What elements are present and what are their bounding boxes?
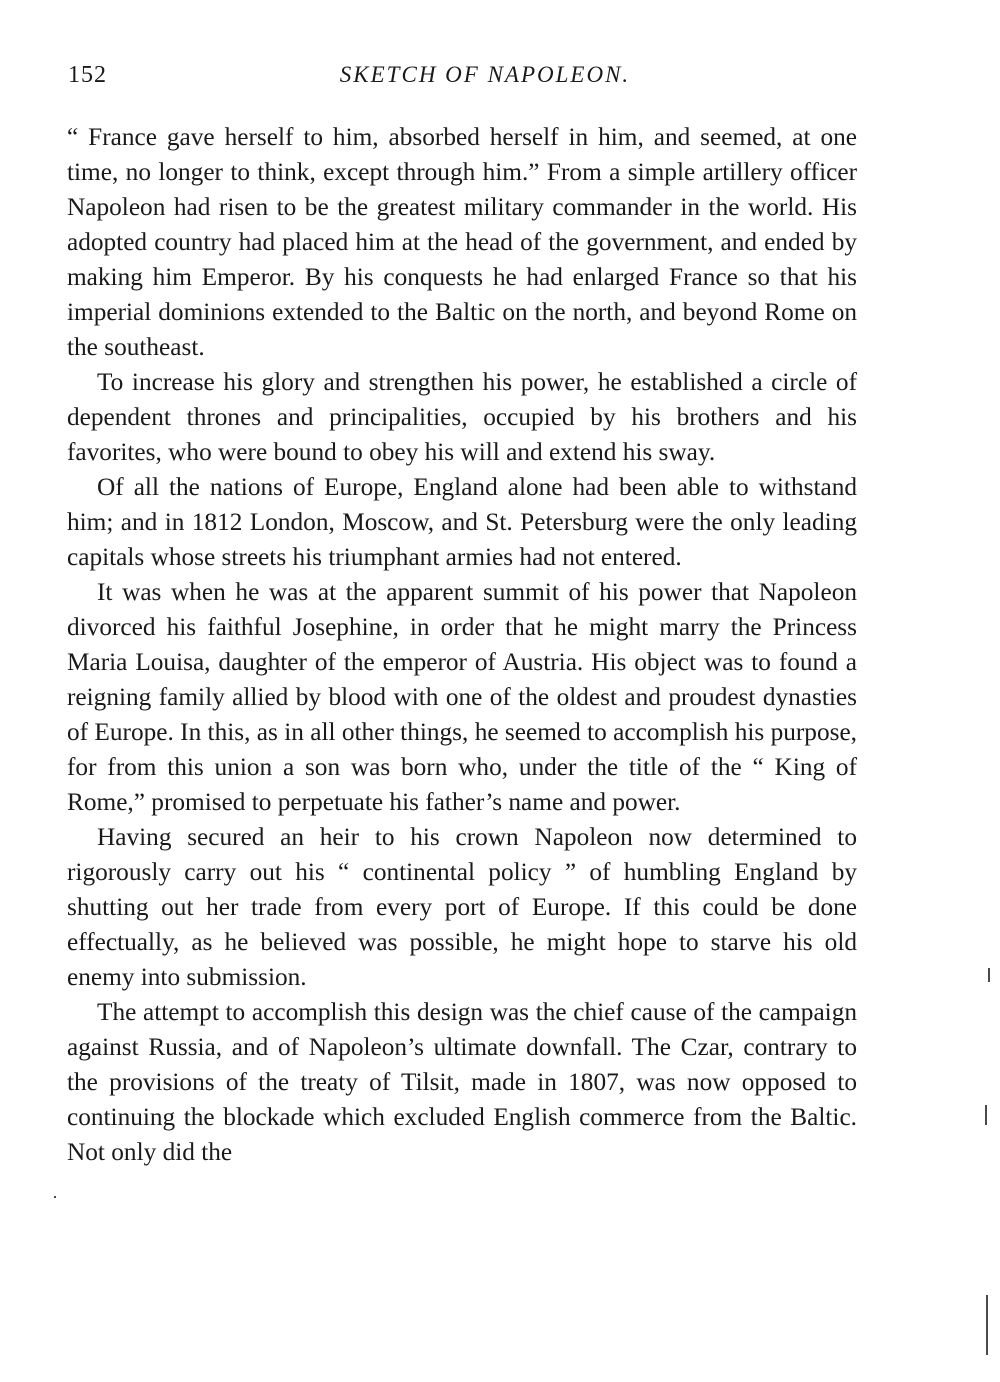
paragraph-2: To increase his glory and strengthen his power, he established a circle of dependent thrones and principalities, occupied by his brothers and his favorites, who were bound to obey his will and extend his sway. bbox=[67, 368, 857, 466]
paragraph-3: Of all the nations of Europe, England alone had been able to withstand him; and in 1812 London, Moscow, and St. Petersburg were the only leading capitals whose streets his triumphant armies had not entered. bbox=[67, 473, 857, 571]
running-head bbox=[68, 62, 858, 96]
running-title: SKETCH OF NAPOLEON. bbox=[339, 62, 631, 87]
body-text bbox=[67, 120, 857, 1170]
scan-mark bbox=[986, 1295, 988, 1355]
page-number: 152 bbox=[68, 62, 107, 88]
scan-mark bbox=[988, 968, 990, 982]
paragraph-1: “ France gave herself to him, absorbed herself in him, and seemed, at one time, no longer to think, except through him.” From a simple artillery officer Napoleon had risen to be the greatest military commander in the world. His adopted country had placed him at the head of the government, and ended by making him Emperor. By his conquests he had enlarged France so that his imperial dominions extended to the Baltic on the north, and beyond Rome on the southeast. bbox=[67, 123, 857, 361]
scan-mark bbox=[54, 1196, 56, 1198]
paragraph-5: Having secured an heir to his crown Napoleon now determined to rigorously carry out his “ continental policy ” of humbling England by shutting out her trade from every port of Europe. If this could be done effectually, as he believed was possible, he might hope to starve his old enemy into submission. bbox=[67, 823, 857, 991]
paragraph-4: It was when he was at the apparent summit of his power that Napoleon divorced his faithful Josephine, in order that he might marry the Princess Maria Louisa, daughter of the emperor of Austria. His object was to found a reigning family allied by blood with one of the oldest and proudest dynasties of Europe. In this, as in all other things, he seemed to accomplish his purpose, for from this union a son was born who, under the title of the “ King of Rome,” promised to perpetuate his father’s name and power. bbox=[67, 578, 857, 816]
paragraph-6: The attempt to accomplish this design was the chief cause of the campaign against Russia, and of Napoleon’s ultimate downfall. The Czar, contrary to the provisions of the treaty of Tilsit, made in 1807, was now opposed to continuing the blockade which excluded English commerce from the Baltic. Not only did the bbox=[67, 998, 857, 1166]
scan-mark bbox=[985, 1105, 987, 1125]
